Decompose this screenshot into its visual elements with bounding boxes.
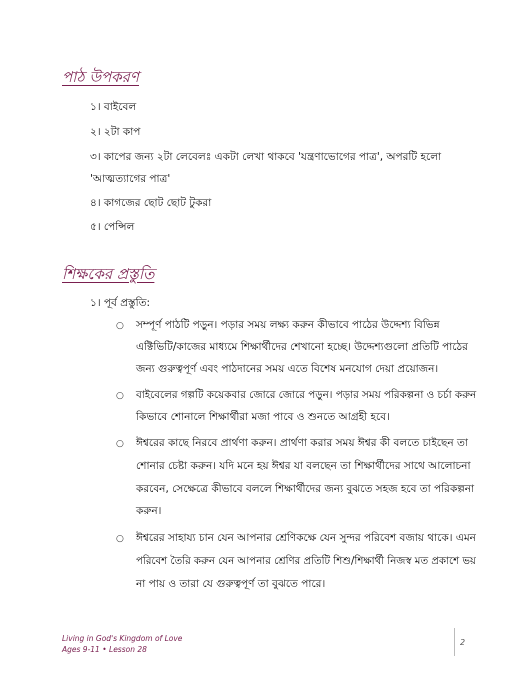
materials-item-3: ৩। কাপের জন্য ২টা লেবেলঃ একটা লেখা থাকবে 'যন্ত্রণাভোগের পাত্র', অপরটি হলো (90, 151, 442, 163)
preparation-intro: ১। পূর্ব প্রস্তুতি: (90, 297, 151, 309)
bullet-circle-icon: ○ (116, 439, 124, 449)
footer-lesson: Ages 9-11 • Lesson 28 (62, 645, 147, 654)
bullet-3-line-1: ঈশ্বরের কাছে নিরবে প্রার্থণা করুন। প্রার্থণা করার সময় ঈশ্বর কী বলতে চাইছেন তা (136, 437, 468, 449)
materials-item-1: ১। বাইবেল (90, 101, 137, 113)
bullet-2-line-2: কিভাবে শোনালে শিক্ষার্থীরা মজা পাবে ও শুনতে আগ্রহী হবে। (136, 411, 390, 423)
footer-title: Living in God's Kingdom of Love (62, 634, 183, 643)
materials-heading: পাঠ উপকরণ (62, 68, 139, 86)
preparation-heading: শিক্ষকের প্রস্তুতি (62, 265, 155, 283)
bullet-3-line-3: করবেন, সেক্ষেত্রে কীভাবে বললে শিক্ষার্থীদের জন্য বুঝতে সহজ হবে তা পরিকল্পনা (136, 483, 475, 495)
bullet-3-line-2: শোনার চেষ্টা করুন। যদি মনে হয় ঈশ্বর যা বলছেন তা শিক্ষার্থীদের সাথে আলোচনা (136, 460, 471, 472)
bullet-4-line-2: পরিবেশ তৈরি করুন যেন আপনার শ্রেণির প্রতিটি শিশু/শিক্ষার্থী নিজস্ব মত প্রকাশে ভয় (136, 555, 476, 567)
bullet-circle-icon: ○ (116, 321, 124, 331)
materials-item-2: ২। ২টা কাপ (90, 126, 141, 138)
bullet-2-line-1: বাইবেলের গল্পটি কয়েকবার জোরে জোরে পড়ুন। পড়ার সময় পরিকল্পনা ও চর্চা করুন (136, 389, 477, 401)
bullet-1-line-2: এক্টিভিটি/কাজের মাধ্যমে শিক্ষার্থীদের শেখানো হচ্ছে। উদ্দেশ্যগুলো প্রতিটি পাঠের (136, 341, 468, 353)
bullet-1-line-3: জন্য গুরুত্বপূর্ণ এবং পাঠদানের সময় এতে বিশেষ মনযোগ দেয়া প্রয়োজন। (136, 363, 439, 375)
bullet-3-line-4: করুন। (136, 505, 162, 517)
bullet-circle-icon: ○ (116, 391, 124, 401)
materials-item-5: ৫। পেন্সিল (90, 221, 135, 233)
bullet-1-line-1: সম্পূর্ণ পাঠটি পড়ুন। পড়ার সময় লক্ষ্য করুন কীভাবে পাঠের উদ্দেশ্য বিভিন্ন (136, 319, 440, 331)
bullet-4-line-1: ঈশ্বরের সাহায্য চান যেন আপনার শ্রেণিকক্ষে যেন সুন্দর পরিবেশ বজায় থাকে। এমন (136, 532, 476, 544)
materials-item-4: ৪। কাগজের ছোট ছোট টুকরা (90, 197, 212, 209)
bullet-circle-icon: ○ (116, 534, 124, 544)
footer-divider (454, 628, 455, 656)
bullet-4-line-3: না পায় ও তারা যে গুরুত্বপূর্ণ তা বুঝতে পারে। (136, 578, 326, 590)
materials-item-3-cont: 'আত্মত্যাগের পাত্র' (90, 173, 171, 185)
page-number: 2 (460, 638, 466, 647)
